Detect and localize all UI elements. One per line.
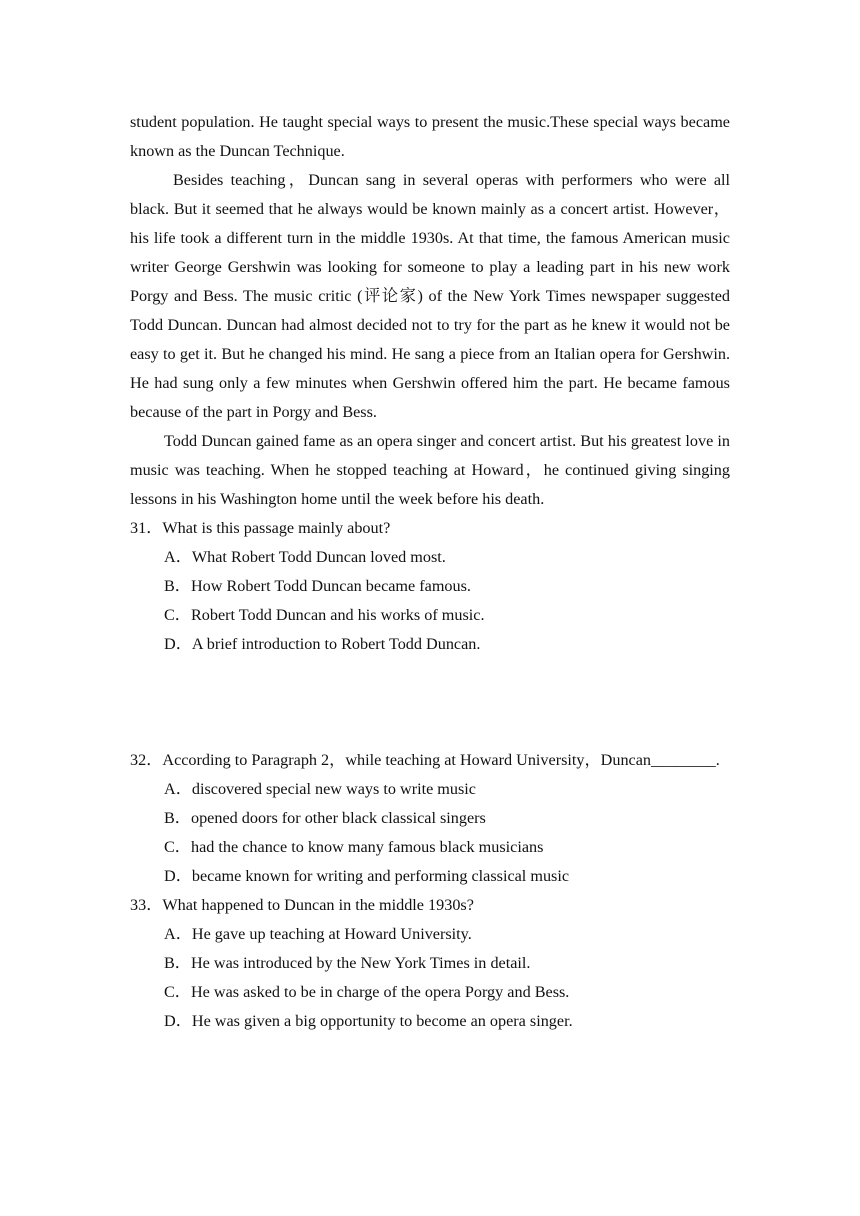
option-c: C．had the chance to know many famous black musicians <box>164 838 544 856</box>
question-32 <box>130 746 730 891</box>
question-stem: 32．According to Paragraph 2，while teaching at Howard University，Duncan________. <box>130 751 720 769</box>
option-a: A．He gave up teaching at Howard University. <box>164 925 472 943</box>
option-d: D．A brief introduction to Robert Todd Duncan. <box>164 635 481 653</box>
option-c: C．He was asked to be in charge of the opera Porgy and Bess. <box>164 983 570 1001</box>
option-b: B．He was introduced by the New York Times in detail. <box>164 954 531 972</box>
question-33 <box>130 891 730 1036</box>
paragraph-2: Besides teaching，Duncan sang in several operas with performers who were all black. But it seemed that he always would be known mainly as a concert artist. However，his life took a different turn in the middle 1930s. At that time, the famous American music writer George Gershwin was looking for someone to play a leading part in his new work Porgy and Bess. The music critic (评论家) of the New York Times newspaper suggested Todd Duncan. Duncan had almost decided not to try for the part as he knew it would not be easy to get it. But he changed his mind. He sang a piece from an Italian opera for Gershwin. He had sung only a few minutes when Gershwin offered him the part. He became famous because of the part in Porgy and Bess. <box>130 171 730 421</box>
option-b: B．How Robert Todd Duncan became famous. <box>164 577 471 595</box>
question-31 <box>130 514 730 659</box>
document-page <box>130 108 730 1036</box>
option-a: A．discovered special new ways to write music <box>164 780 476 798</box>
question-stem: 33．What happened to Duncan in the middle 1930s? <box>130 896 474 914</box>
option-d: D．He was given a big opportunity to become an opera singer. <box>164 1012 573 1030</box>
paragraph-1-tail: student population. He taught special ways to present the music.These special ways became known as the Duncan Technique. <box>130 113 730 160</box>
paragraph-3: Todd Duncan gained fame as an opera singer and concert artist. But his greatest love in music was teaching. When he stopped teaching at Howard，he continued giving singing lessons in his Washington home until the week before his death. <box>130 432 730 508</box>
question-stem: 31．What is this passage mainly about? <box>130 519 391 537</box>
option-a: A．What Robert Todd Duncan loved most. <box>164 548 446 566</box>
blank-space <box>130 659 730 746</box>
option-b: B．opened doors for other black classical singers <box>164 809 486 827</box>
option-d: D．became known for writing and performing classical music <box>164 867 570 885</box>
option-c: C．Robert Todd Duncan and his works of music. <box>164 606 485 624</box>
